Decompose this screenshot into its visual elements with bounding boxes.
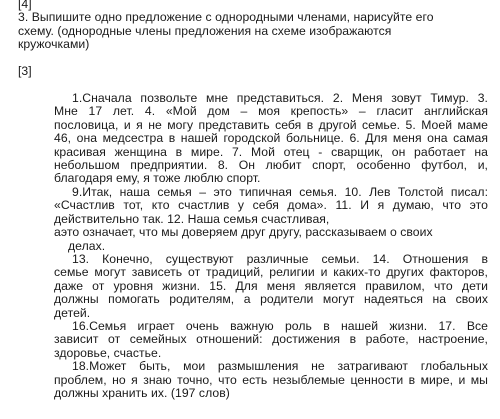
task-line-1: 3. Выпишите одно предложение с однородными членами, нарисуйте его	[18, 10, 434, 25]
text-line: пословица, и я не могу представить себя в другой семье. 5. Моей маме	[54, 117, 488, 132]
text-line: Мне 17 лет. 4. «Мой дом – моя крепость» – гласит английская	[54, 104, 488, 119]
task-line-3: кружочками)	[18, 37, 90, 52]
text-line: даже от уровня жизни. 15. Для меня является правилом, что дети	[54, 278, 488, 293]
text-line: благодаря ему, я тоже люблю спорт.	[54, 171, 261, 186]
text-line: аэто означает, что мы доверяем друг другу, рассказываем о своих	[54, 225, 433, 240]
text-line: зависит от семейных отношений: достижения в работе, настроение,	[54, 332, 488, 347]
text-line: 13. Конечно, существуют различные семьи. 14. Отношения в	[72, 251, 488, 266]
text-line: красивая женщина в мире. 7. Мой отец - сварщик, он работает на	[54, 144, 488, 159]
text-line: должны хранить их. (197 слов)	[54, 385, 230, 400]
text-line: действительно так. 12. Наша семья счастливая,	[54, 211, 330, 226]
text-line: детей.	[54, 305, 91, 320]
text-line: проблем, но я знаю точно, что есть незыблемые ценности в мире, и мы	[54, 372, 488, 387]
text-line: 18.Может быть, мои размышления не затрагивают глобальных	[72, 359, 488, 374]
text-body	[18, 92, 486, 400]
text-line: 46, она медсестра в нашей городской больнице. 6. Для меня она самая	[54, 131, 488, 146]
text-line: 16.Семья играет очень важную роль в нашей жизни. 17. Все	[72, 318, 488, 333]
score-mid: [3]	[18, 63, 32, 78]
score-top: [4]	[18, 0, 32, 11]
text-line: делах.	[68, 238, 106, 253]
text-line: здоровье, счастье.	[54, 345, 162, 360]
text-line: небольшом предприятии. 8. Он любит спорт, особенно футбол, и,	[54, 158, 488, 173]
text-line: семье могут зависеть от традиций, религии и каких-то других факторов,	[54, 265, 488, 280]
task-line-2: схему. (однородные члены предложения на схеме изображаются	[18, 23, 392, 38]
text-line: 9.Итак, наша семья – это типичная семья. 10. Лев Толстой писал:	[72, 184, 488, 199]
text-line: «Счастлив тот, кто счастлив у себя дома». 11. И я думаю, что это	[54, 198, 488, 213]
text-line: 1.Сначала позвольте мне представиться. 2. Меня зовут Тимур. 3.	[72, 91, 488, 106]
text-line: должны помогать родителям, а родители могут надеяться на своих	[54, 292, 488, 307]
